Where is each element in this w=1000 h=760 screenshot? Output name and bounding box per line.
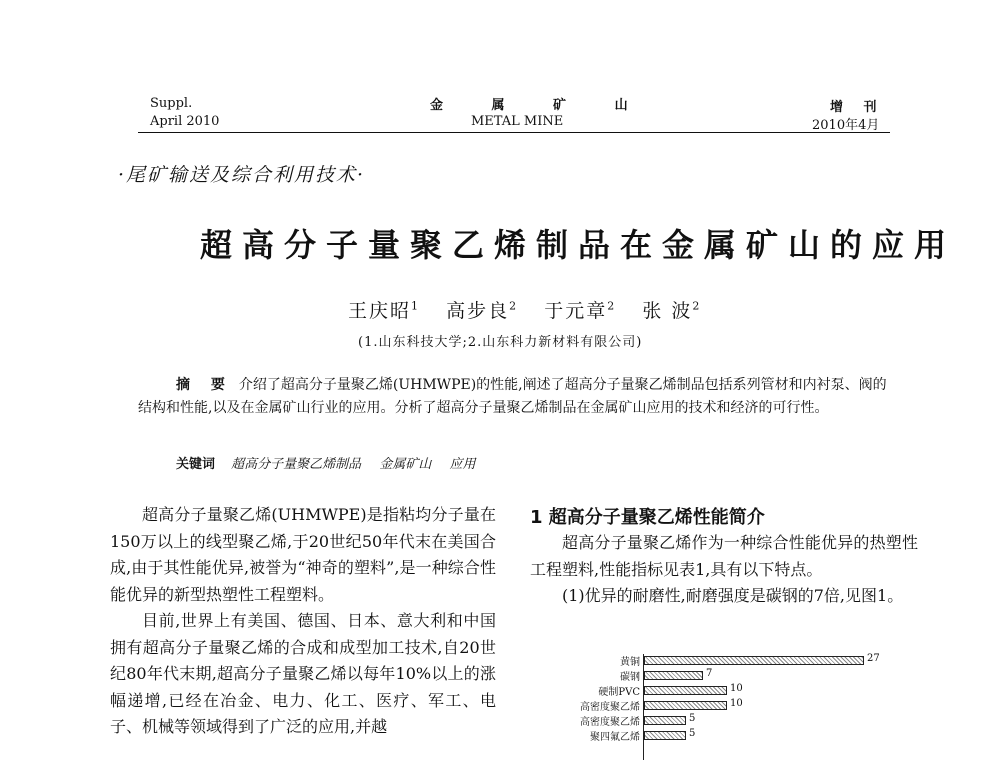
- chart-category-label: 高密度聚乙烯: [580, 702, 640, 713]
- chart-category-label: 碳钢: [620, 672, 640, 683]
- author-name: 于元章: [544, 300, 608, 322]
- body-paragraph: 超高分子量聚乙烯(UHMWPE)是指粘均分子量在150万以上的线型聚乙烯,于20世纪50年代末在美国合成,由于其性能优异,被誉为“神奇的塑料”,是一种综合性能优异的新型热塑性工程塑料。: [110, 505, 496, 604]
- article-title: 超高分子量聚乙烯制品在金属矿山的应用: [200, 226, 957, 264]
- author-affiliation-mark: 2: [692, 299, 700, 313]
- author-affiliation-mark: 2: [509, 299, 517, 313]
- chart-category-label: 黄铜: [620, 657, 640, 668]
- affiliations: (1.山东科技大学;2.山东科力新材料有限公司): [358, 335, 643, 350]
- header-rule: [138, 132, 890, 133]
- left-column: [110, 502, 496, 741]
- chart-bar: [644, 731, 686, 740]
- chart-bar: [644, 701, 727, 710]
- header-supplement-cn: 增 刊: [830, 100, 885, 115]
- section-heading: 1 超高分子量聚乙烯性能简介: [530, 507, 765, 528]
- header-journal-supplement-en: Suppl.: [150, 96, 193, 111]
- chart-value-label: 10: [730, 698, 743, 709]
- keyword-item: 应用: [449, 457, 476, 472]
- body-paragraph: (1)优异的耐磨性,耐磨强度是碳钢的7倍,见图1。: [562, 586, 904, 605]
- chart-value-label: 27: [867, 653, 880, 664]
- author-name: 王庆昭: [348, 300, 412, 322]
- chart-value-label: 5: [689, 728, 696, 739]
- right-column: [530, 530, 918, 610]
- header-date-en: April 2010: [150, 114, 220, 129]
- keywords: [176, 453, 489, 472]
- chart-bar: [644, 656, 864, 665]
- chart-category-label: 聚四氟乙烯: [590, 732, 640, 743]
- abstract-text: 介绍了超高分子量聚乙烯(UHMWPE)的性能,阐述了超高分子量聚乙烯制品包括系列管材和内衬泵、阀的结构和性能,以及在金属矿山行业的应用。分析了超高分子量聚乙烯制品在金属矿山应用的技术和经济的可行性。: [138, 377, 887, 416]
- chart-bar: [644, 716, 686, 725]
- keyword-item: 金属矿山: [379, 457, 432, 472]
- author-affiliation-mark: 1: [411, 299, 419, 313]
- abstract-label: 摘 要: [176, 377, 233, 393]
- author-name: 高步良: [446, 300, 510, 322]
- abstract: [138, 374, 888, 420]
- author-list: [348, 296, 699, 323]
- body-paragraph: 超高分子量聚乙烯作为一种综合性能优异的热塑性工程塑料,性能指标见表1,具有以下特点。: [530, 533, 918, 579]
- section-tag: ·尾矿输送及综合利用技术·: [118, 164, 366, 186]
- body-paragraph: 目前,世界上有美国、德国、日本、意大利和中国拥有超高分子量聚乙烯的合成和成型加工技术,自20世纪80年代末期,超高分子量聚乙烯以每年10%以上的涨幅递增,已经在冶金、电力、化工、医疗、军工、电子、机械等领域得到了广泛的应用,并越: [110, 611, 496, 736]
- chart-category-label: 高密度聚乙烯: [580, 717, 640, 728]
- header-date-cn: 2010年4月: [812, 118, 880, 133]
- author-affiliation-mark: 2: [607, 299, 615, 313]
- chart-value-label: 10: [730, 683, 743, 694]
- chart-category-label: 硬制PVC: [598, 687, 640, 698]
- figure-1-chart: [550, 650, 880, 760]
- chart-value-label: 5: [689, 713, 696, 724]
- chart-bar: [644, 671, 703, 680]
- header-journal-name-cn: 金 属 矿 山: [430, 98, 650, 113]
- chart-bar: [644, 686, 727, 695]
- keyword-item: 超高分子量聚乙烯制品: [231, 457, 362, 472]
- chart-value-label: 7: [706, 668, 713, 679]
- keywords-label: 关键词: [176, 457, 216, 472]
- author-name: 张 波: [642, 300, 693, 322]
- header-journal-name-en: METAL MINE: [471, 114, 564, 129]
